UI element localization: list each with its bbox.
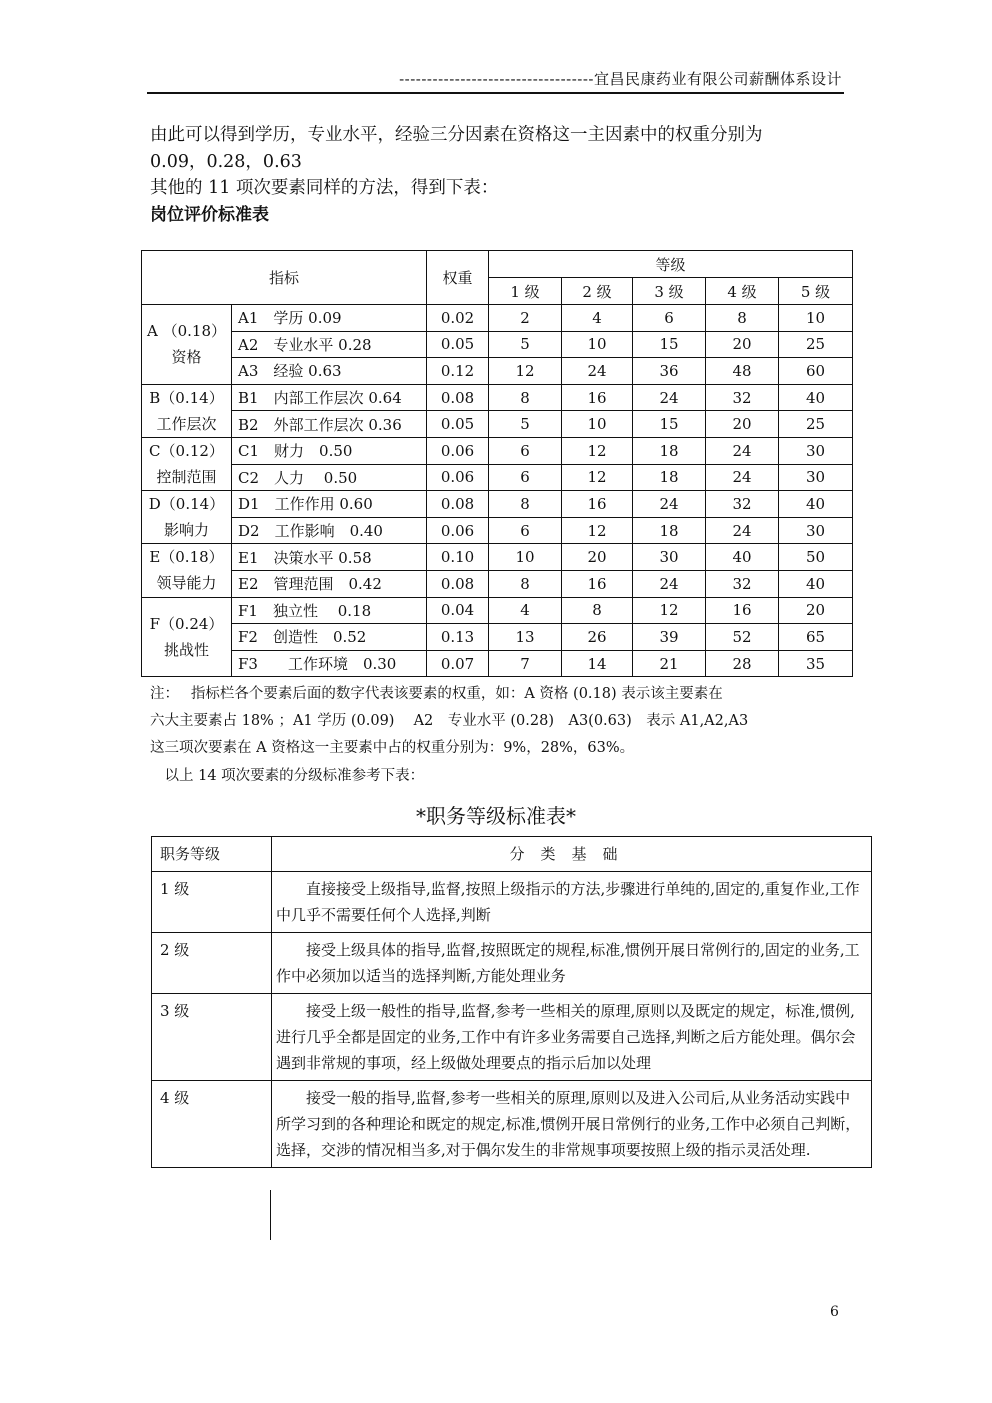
table-row bbox=[142, 517, 853, 544]
note-line-4: 以上 14 项次要素的分级标准参考下表： bbox=[150, 768, 425, 784]
score-cell: 6 bbox=[489, 437, 562, 464]
table-row bbox=[142, 624, 853, 651]
level-header: 2 级 bbox=[562, 278, 633, 305]
grade-description: 接受上级一般性的指导,监督,参考一些相关的原理,原则以及既定的规定，标准,惯例,进行几乎全都是固定的业务,工作中有许多业务需要自己选择,判断之后方能处理。偶尔会遇到非常规的事项，经上级做处理要点的指示后加以处理 bbox=[272, 994, 872, 1081]
factor-code: D（0.14） bbox=[148, 495, 225, 514]
factor-code: B（0.14） bbox=[149, 388, 224, 407]
table-row bbox=[142, 384, 853, 411]
score-cell: 39 bbox=[633, 624, 706, 651]
score-cell: 18 bbox=[633, 517, 706, 544]
score-cell: 6 bbox=[489, 517, 562, 544]
table-row bbox=[142, 464, 853, 491]
header-rule bbox=[147, 92, 844, 94]
grade-row bbox=[152, 872, 872, 933]
level-header: 4 级 bbox=[706, 278, 779, 305]
score-cell: 8 bbox=[706, 305, 779, 332]
table-title: 岗位评价标准表 bbox=[150, 205, 269, 225]
score-cell: 8 bbox=[489, 384, 562, 411]
score-cell: 8 bbox=[489, 491, 562, 518]
subfactor-label: B2 外部工作层次 0.36 bbox=[232, 411, 427, 438]
subfactor-label: A2 专业水平 0.28 bbox=[232, 331, 427, 358]
score-cell: 32 bbox=[706, 384, 779, 411]
note-line-1: 注： 指标栏各个要素后面的数字代表该要素的权重，如：A 资格 (0.18) 表示该主要素在 bbox=[150, 686, 723, 702]
intro-line-1: 由此可以得到学历，专业水平，经验三分因素在资格这一主因素中的权重分别为 bbox=[150, 125, 763, 145]
score-cell: 32 bbox=[706, 570, 779, 597]
score-cell: 30 bbox=[779, 517, 853, 544]
factor-code: F（0.24） bbox=[149, 614, 224, 633]
factor-group-cell bbox=[142, 437, 232, 490]
score-cell: 12 bbox=[562, 464, 633, 491]
score-cell: 20 bbox=[779, 597, 853, 624]
score-cell: 15 bbox=[633, 411, 706, 438]
score-cell: 12 bbox=[562, 517, 633, 544]
score-cell: 10 bbox=[562, 331, 633, 358]
factor-name: 控制范围 bbox=[156, 468, 217, 487]
grade-level: 3 级 bbox=[152, 994, 272, 1081]
grade-header: 等级 bbox=[489, 251, 853, 278]
score-cell: 16 bbox=[562, 384, 633, 411]
factor-group-cell bbox=[142, 597, 232, 677]
score-cell: 4 bbox=[562, 305, 633, 332]
score-cell: 15 bbox=[633, 331, 706, 358]
score-cell: 8 bbox=[489, 570, 562, 597]
indicator-header: 指标 bbox=[142, 251, 427, 305]
grade-level: 1 级 bbox=[152, 872, 272, 933]
score-cell: 2 bbox=[489, 305, 562, 332]
note-line-2: 六大主要素占 18% ；A1 学历 (0.09) A2 专业水平 (0.28) A3(0.63) 表示 A1,A2,A3 bbox=[150, 713, 749, 729]
subfactor-label: D1 工作作用 0.60 bbox=[232, 491, 427, 518]
score-cell: 25 bbox=[779, 411, 853, 438]
grade-table-header-row bbox=[152, 837, 872, 872]
weight-cell: 0.05 bbox=[427, 331, 489, 358]
grade-table bbox=[151, 836, 872, 1168]
table-header-row bbox=[142, 251, 853, 278]
score-cell: 5 bbox=[489, 411, 562, 438]
score-cell: 5 bbox=[489, 331, 562, 358]
score-cell: 10 bbox=[779, 305, 853, 332]
weight-cell: 0.07 bbox=[427, 650, 489, 677]
factor-code: A （0.18） bbox=[147, 322, 226, 341]
weight-cell: 0.08 bbox=[427, 491, 489, 518]
score-cell: 13 bbox=[489, 624, 562, 651]
subfactor-label: C2 人力 0.50 bbox=[232, 464, 427, 491]
score-cell: 35 bbox=[779, 650, 853, 677]
score-cell: 10 bbox=[562, 411, 633, 438]
level-header: 3 级 bbox=[633, 278, 706, 305]
score-cell: 16 bbox=[562, 570, 633, 597]
factor-group-cell bbox=[142, 305, 232, 385]
score-cell: 40 bbox=[779, 570, 853, 597]
weight-cell: 0.06 bbox=[427, 437, 489, 464]
factor-group-cell bbox=[142, 384, 232, 437]
score-cell: 40 bbox=[779, 491, 853, 518]
grade-level: 4 级 bbox=[152, 1081, 272, 1168]
score-cell: 10 bbox=[489, 544, 562, 571]
score-cell: 30 bbox=[633, 544, 706, 571]
table-row bbox=[142, 544, 853, 571]
score-cell: 24 bbox=[633, 570, 706, 597]
grade-description: 接受上级具体的指导,监督,按照既定的规程,标准,惯例开展日常例行的,固定的业务,工作中必须加以适当的选择判断,方能处理业务 bbox=[272, 933, 872, 994]
subfactor-label: F1 独立性 0.18 bbox=[232, 597, 427, 624]
level-header: 5 级 bbox=[779, 278, 853, 305]
weight-header: 权重 bbox=[427, 251, 489, 305]
grade-level: 2 级 bbox=[152, 933, 272, 994]
weight-cell: 0.10 bbox=[427, 544, 489, 571]
factor-name: 挑战性 bbox=[163, 640, 209, 659]
weight-cell: 0.05 bbox=[427, 411, 489, 438]
factor-code: E（0.18） bbox=[149, 548, 224, 567]
intro-line-3: 其他的 11 项次要素同样的方法，得到下表： bbox=[150, 178, 499, 198]
table-row bbox=[142, 358, 853, 385]
subfactor-label: E2 管理范围 0.42 bbox=[232, 570, 427, 597]
score-cell: 24 bbox=[706, 464, 779, 491]
level-header: 1 级 bbox=[489, 278, 562, 305]
table-row bbox=[142, 437, 853, 464]
evaluation-table bbox=[141, 250, 853, 677]
subfactor-label: E1 决策水平 0.58 bbox=[232, 544, 427, 571]
grade-table-title: *职务等级标准表* bbox=[416, 804, 576, 828]
factor-name: 工作层次 bbox=[156, 414, 217, 433]
page-number: 6 bbox=[830, 1304, 839, 1320]
weight-cell: 0.08 bbox=[427, 570, 489, 597]
score-cell: 30 bbox=[779, 437, 853, 464]
grade-row bbox=[152, 994, 872, 1081]
score-cell: 28 bbox=[706, 650, 779, 677]
weight-cell: 0.08 bbox=[427, 384, 489, 411]
factor-code: C（0.12） bbox=[149, 442, 224, 461]
subfactor-label: A1 学历 0.09 bbox=[232, 305, 427, 332]
score-cell: 60 bbox=[779, 358, 853, 385]
table-row bbox=[142, 570, 853, 597]
score-cell: 21 bbox=[633, 650, 706, 677]
score-cell: 30 bbox=[779, 464, 853, 491]
score-cell: 40 bbox=[779, 384, 853, 411]
weight-cell: 0.12 bbox=[427, 358, 489, 385]
grade-description: 直接接受上级指导,监督,按照上级指示的方法,步骤进行单纯的,固定的,重复作业,工作中几乎不需要任何个人选择,判断 bbox=[272, 872, 872, 933]
score-cell: 6 bbox=[489, 464, 562, 491]
intro-line-2: 0.09，0.28，0.63 bbox=[150, 152, 302, 172]
score-cell: 16 bbox=[562, 491, 633, 518]
score-cell: 26 bbox=[562, 624, 633, 651]
weight-cell: 0.06 bbox=[427, 464, 489, 491]
table-row bbox=[142, 331, 853, 358]
table-row bbox=[142, 650, 853, 677]
score-cell: 18 bbox=[633, 437, 706, 464]
grade-description: 接受一般的指导,监督,参考一些相关的原理,原则以及进入公司后,从业务活动实践中所学习到的各种理论和既定的规定,标准,惯例开展日常例行的业务,工作中必须自己判断，选择，交涉的情况相当多,对于偶尔发生的非常规事项要按照上级的指示灵活处理. bbox=[272, 1081, 872, 1168]
score-cell: 50 bbox=[779, 544, 853, 571]
table-row bbox=[142, 491, 853, 518]
page-header: -----------------------------------宜昌民康药业有限公司薪酬体系设计 bbox=[399, 70, 842, 88]
weight-cell: 0.04 bbox=[427, 597, 489, 624]
score-cell: 48 bbox=[706, 358, 779, 385]
subfactor-label: D2 工作影响 0.40 bbox=[232, 517, 427, 544]
note-line-3: 这三项次要素在 A 资格这一主要素中占的权重分别为：9%，28%，63%。 bbox=[150, 740, 635, 756]
score-cell: 40 bbox=[706, 544, 779, 571]
weight-cell: 0.02 bbox=[427, 305, 489, 332]
score-cell: 20 bbox=[562, 544, 633, 571]
grade-col-header: 职务等级 bbox=[152, 837, 272, 872]
score-cell: 20 bbox=[706, 411, 779, 438]
basis-col-header: 分类基础 bbox=[272, 837, 872, 872]
subfactor-label: B1 内部工作层次 0.64 bbox=[232, 384, 427, 411]
factor-name: 资格 bbox=[171, 348, 202, 367]
grade-row bbox=[152, 933, 872, 994]
subfactor-label: A3 经验 0.63 bbox=[232, 358, 427, 385]
score-cell: 25 bbox=[779, 331, 853, 358]
score-cell: 4 bbox=[489, 597, 562, 624]
weight-cell: 0.06 bbox=[427, 517, 489, 544]
subfactor-label: C1 财力 0.50 bbox=[232, 437, 427, 464]
score-cell: 12 bbox=[562, 437, 633, 464]
score-cell: 24 bbox=[706, 517, 779, 544]
score-cell: 16 bbox=[706, 597, 779, 624]
table-row bbox=[142, 597, 853, 624]
score-cell: 12 bbox=[489, 358, 562, 385]
score-cell: 24 bbox=[633, 384, 706, 411]
subfactor-label: F2 创造性 0.52 bbox=[232, 624, 427, 651]
score-cell: 12 bbox=[633, 597, 706, 624]
score-cell: 20 bbox=[706, 331, 779, 358]
grade-row bbox=[152, 1081, 872, 1168]
table-row bbox=[142, 305, 853, 332]
score-cell: 18 bbox=[633, 464, 706, 491]
score-cell: 6 bbox=[633, 305, 706, 332]
score-cell: 14 bbox=[562, 650, 633, 677]
subfactor-label: F3 工作环境 0.30 bbox=[232, 650, 427, 677]
table-continuation-line bbox=[270, 1190, 271, 1240]
score-cell: 24 bbox=[706, 437, 779, 464]
score-cell: 36 bbox=[633, 358, 706, 385]
factor-name: 影响力 bbox=[163, 521, 209, 540]
score-cell: 24 bbox=[633, 491, 706, 518]
score-cell: 32 bbox=[706, 491, 779, 518]
factor-name: 领导能力 bbox=[156, 574, 217, 593]
score-cell: 65 bbox=[779, 624, 853, 651]
score-cell: 8 bbox=[562, 597, 633, 624]
weight-cell: 0.13 bbox=[427, 624, 489, 651]
factor-group-cell bbox=[142, 491, 232, 544]
table-row bbox=[142, 411, 853, 438]
score-cell: 24 bbox=[562, 358, 633, 385]
score-cell: 7 bbox=[489, 650, 562, 677]
factor-group-cell bbox=[142, 544, 232, 597]
score-cell: 52 bbox=[706, 624, 779, 651]
